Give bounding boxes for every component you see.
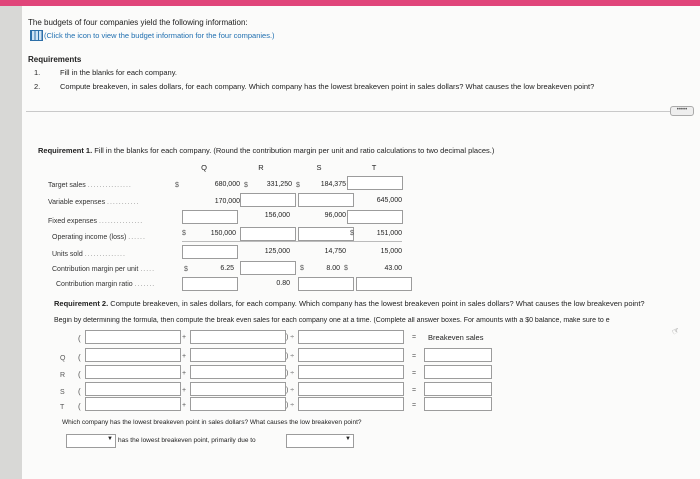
expand-button[interactable]: •••••: [670, 106, 694, 116]
equals-sign: =: [412, 387, 417, 394]
row-label-units-sold: Units sold ..............: [52, 251, 126, 258]
requirement-2-number: 2.: [34, 82, 41, 91]
question-page: [22, 6, 700, 479]
t-cm-ratio-input[interactable]: [356, 277, 412, 291]
row-divider: [182, 241, 402, 242]
requirement-1-number: 1.: [34, 68, 41, 77]
r-term-2-input[interactable]: [190, 365, 286, 379]
t-target-sales-input[interactable]: [347, 176, 403, 190]
q-term-2-input[interactable]: [190, 348, 286, 362]
plus-sign: +: [182, 334, 187, 341]
formula-term-2-input[interactable]: [190, 330, 286, 344]
breakeven-sales-header: Breakeven sales: [428, 333, 484, 342]
r-cm-ratio: 0.80: [276, 280, 290, 287]
section-divider: [26, 111, 694, 112]
s-cm-per-unit: 8.00: [326, 265, 340, 272]
s-operating-income-input[interactable]: [298, 227, 354, 241]
equals-sign: =: [412, 402, 417, 409]
row-label-cm-ratio: Contribution margin ratio .......: [56, 281, 156, 288]
currency-symbol: $: [296, 182, 300, 189]
plus-sign: +: [182, 402, 187, 409]
s-variable-expenses-input[interactable]: [298, 193, 354, 207]
requirement-1-title-bold: Requirement 1.: [38, 146, 93, 155]
s-term-1-input[interactable]: [85, 382, 181, 396]
r-variable-expenses-input[interactable]: [240, 193, 296, 207]
requirements-heading: Requirements: [28, 55, 82, 64]
q-divisor-input[interactable]: [298, 348, 404, 362]
requirement-2-title-bold: Requirement 2.: [54, 299, 109, 308]
chevron-down-icon: ▼: [345, 436, 351, 442]
q-target-sales: 680,000: [214, 181, 240, 188]
s-breakeven-input[interactable]: [424, 382, 492, 396]
s-target-sales: 184,375: [320, 181, 346, 188]
close-paren-divide: ) ÷: [286, 370, 295, 377]
t-term-2-input[interactable]: [190, 397, 286, 411]
t-operating-income: 151,000: [376, 230, 402, 237]
budget-info-link[interactable]: (Click the icon to view the budget information for the four companies.): [44, 31, 275, 40]
r-target-sales: 331,250: [266, 181, 292, 188]
r-term-1-input[interactable]: [85, 365, 181, 379]
close-paren-divide: ) ÷: [286, 402, 295, 409]
t-variable-expenses: 645,000: [376, 197, 402, 204]
page-gutter: [0, 6, 22, 479]
company-label-t: T: [60, 404, 65, 411]
t-units-sold: 15,000: [380, 248, 402, 255]
formula-divisor-input[interactable]: [298, 330, 404, 344]
column-header-r: R: [258, 163, 264, 172]
r-breakeven-input[interactable]: [424, 365, 492, 379]
plus-sign: +: [182, 387, 187, 394]
column-header-s: S: [316, 163, 322, 172]
row-label-cm-per-unit: Contribution margin per unit .....: [52, 266, 156, 273]
q-cm-per-unit: 6.25: [220, 265, 234, 272]
s-divisor-input[interactable]: [298, 382, 404, 396]
open-paren: (: [78, 353, 81, 362]
q-units-sold-input[interactable]: [182, 245, 238, 259]
t-fixed-expenses-input[interactable]: [347, 210, 403, 224]
plus-sign: +: [182, 353, 187, 360]
t-term-1-input[interactable]: [85, 397, 181, 411]
cause-select[interactable]: [286, 434, 354, 448]
r-divisor-input[interactable]: [298, 365, 404, 379]
column-header-q: Q: [201, 163, 207, 172]
close-paren-divide: ) ÷: [286, 387, 295, 394]
s-term-2-input[interactable]: [190, 382, 286, 396]
equals-sign: =: [412, 334, 417, 341]
requirement-2-title-rest: Compute breakeven, in sales dollars, for each company. Which company has the lowest breakeven point in sales dollars? What causes the low breakeven point?: [108, 299, 645, 308]
plus-sign: +: [182, 370, 187, 377]
company-label-r: R: [60, 372, 66, 379]
open-paren: (: [78, 402, 81, 411]
open-paren: (: [78, 334, 81, 343]
r-operating-income-input[interactable]: [240, 227, 296, 241]
open-paren: (: [78, 387, 81, 396]
q-term-1-input[interactable]: [85, 348, 181, 362]
requirement-2-title: [54, 299, 645, 308]
row-label-variable-expenses: Variable expenses ...........: [48, 199, 140, 206]
close-paren-divide: ) ÷: [286, 334, 295, 341]
company-select[interactable]: [66, 434, 116, 448]
requirement-1-text: Fill in the blanks for each company.: [60, 68, 178, 77]
s-cm-ratio-input[interactable]: [298, 277, 354, 291]
row-label-fixed-expenses: Fixed expenses ...............: [48, 218, 144, 225]
r-cm-per-unit-input[interactable]: [240, 261, 296, 275]
requirement-2-text: Compute breakeven, in sales dollars, for each company. Which company has the lowest breakeven point in sales dollars? What causes the low breakeven point?: [60, 82, 595, 91]
company-label-q: Q: [60, 355, 66, 362]
r-fixed-expenses: 156,000: [264, 212, 290, 219]
q-cm-ratio-input[interactable]: [182, 277, 238, 291]
s-units-sold: 14,750: [324, 248, 346, 255]
q-operating-income: 150,000: [210, 230, 236, 237]
currency-symbol: $: [244, 182, 248, 189]
t-breakeven-input[interactable]: [424, 397, 492, 411]
row-label-operating-income: Operating income (loss) ......: [52, 234, 146, 241]
open-paren: (: [78, 370, 81, 379]
equals-sign: =: [412, 353, 417, 360]
currency-symbol: $: [300, 265, 304, 272]
row-label-target-sales: Target sales ...............: [48, 182, 132, 189]
company-label-s: S: [60, 389, 65, 396]
q-variable-expenses: 170,000: [214, 198, 240, 205]
requirement-1-title-rest: Fill in the blanks for each company. (Round the contribution margin per unit and ratio calculations to two decimal places.): [92, 146, 495, 155]
chevron-down-icon: ▼: [107, 436, 113, 442]
answer-sentence: has the lowest breakeven point, primarily due to: [118, 437, 256, 444]
table-icon[interactable]: [30, 30, 43, 41]
currency-symbol: $: [182, 230, 186, 237]
r-units-sold: 125,000: [264, 248, 290, 255]
requirement-1-title: [38, 146, 494, 155]
formula-term-1-input[interactable]: [85, 330, 181, 344]
close-paren-divide: ) ÷: [286, 353, 295, 360]
intro-text: The budgets of four companies yield the following information:: [28, 18, 248, 27]
s-fixed-expenses: 96,000: [324, 212, 346, 219]
q-breakeven-input[interactable]: [424, 348, 492, 362]
mouse-cursor-icon: ☞: [669, 324, 682, 338]
q-fixed-expenses-input[interactable]: [182, 210, 238, 224]
currency-symbol: $: [350, 230, 354, 237]
column-header-t: T: [371, 163, 377, 172]
t-cm-per-unit: 43.00: [384, 265, 402, 272]
requirement-2-instruction: Begin by determining the formula, then compute the break even sales for each company one at a time. (Complete all answer boxes. For amounts with a $0 balance, make sure to e: [54, 317, 610, 324]
equals-sign: =: [412, 370, 417, 377]
t-divisor-input[interactable]: [298, 397, 404, 411]
lowest-breakeven-question: Which company has the lowest breakeven point in sales dollars? What causes the low breakeven point?: [62, 419, 362, 426]
currency-symbol: $: [344, 265, 348, 272]
currency-symbol: $: [184, 266, 188, 273]
currency-symbol: $: [175, 182, 179, 189]
